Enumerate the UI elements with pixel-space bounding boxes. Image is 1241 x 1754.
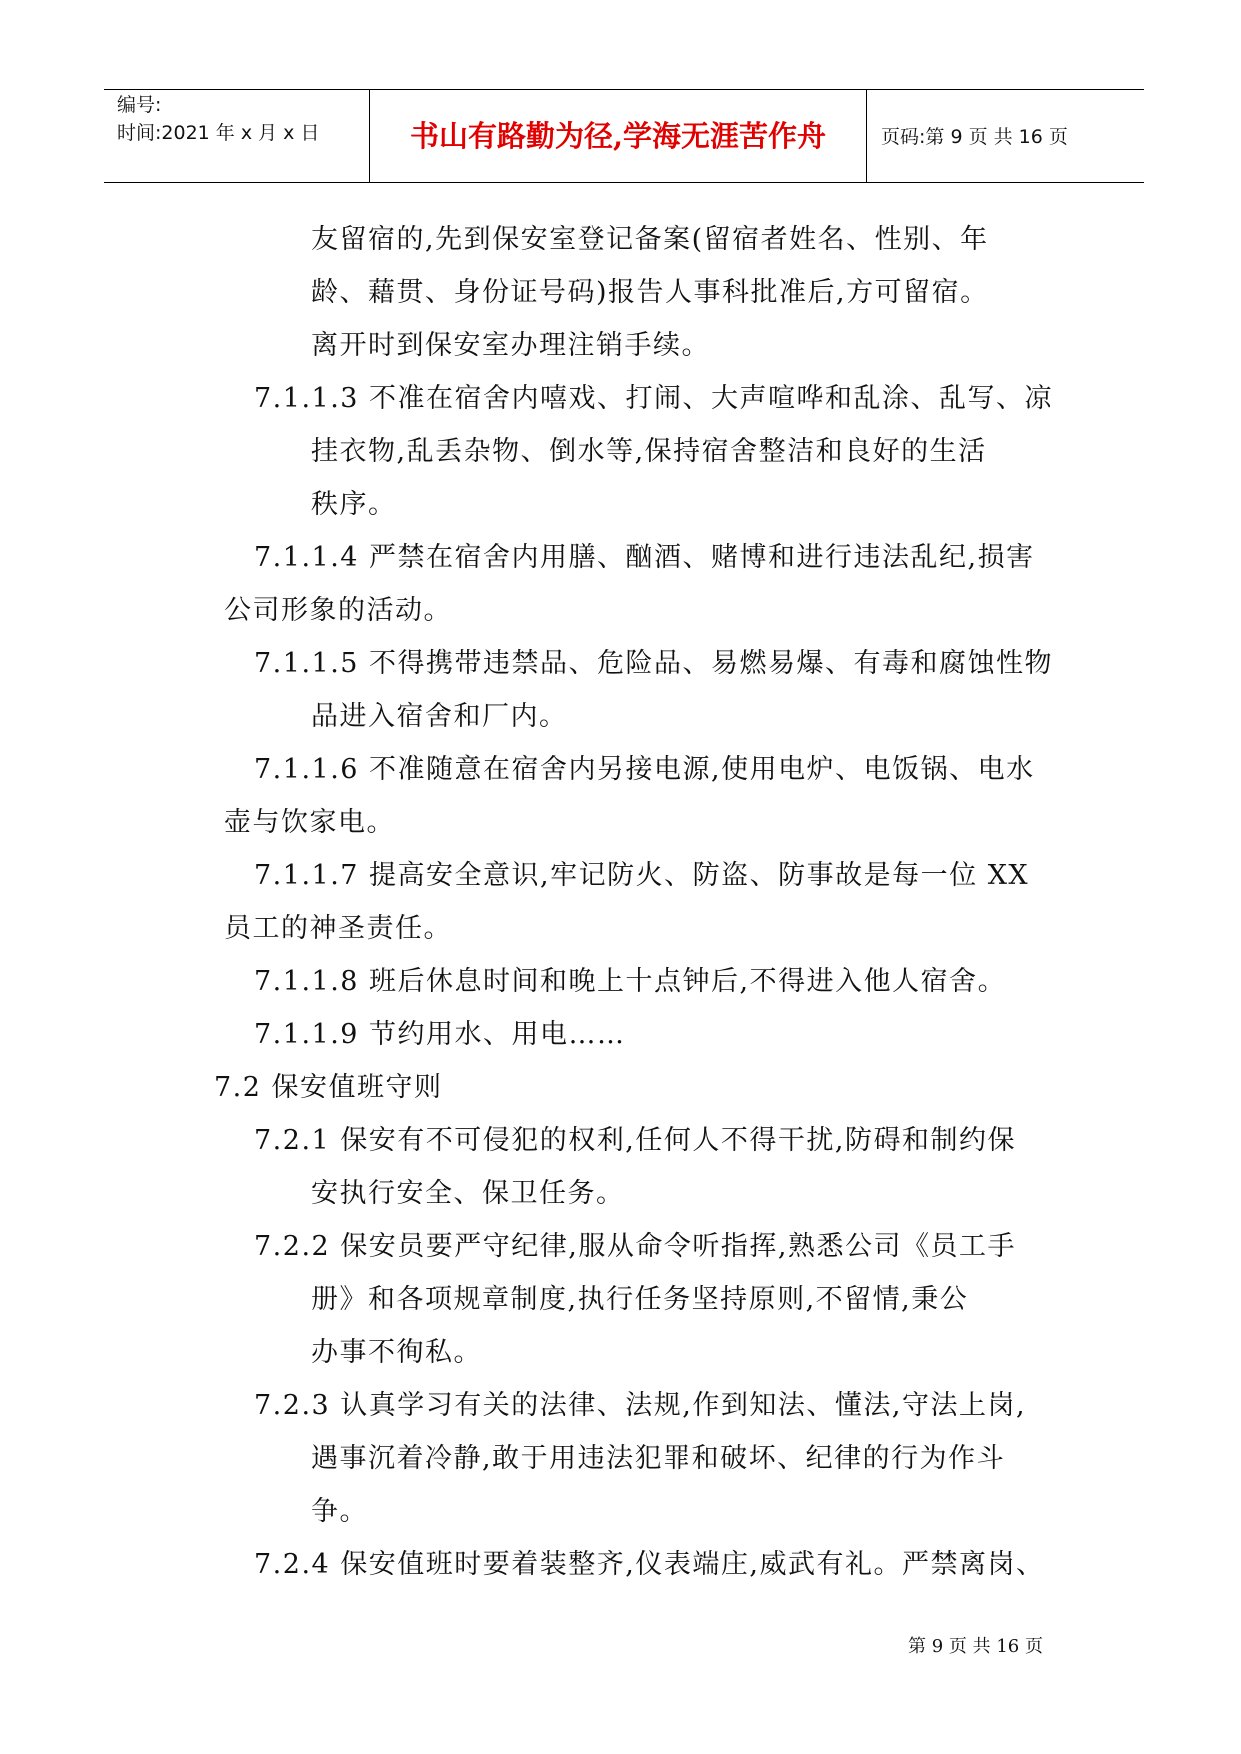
header-meta-cell: [104, 90, 370, 182]
header-page-number: 页码:第 9 页 共 16 页: [881, 126, 1068, 148]
body-line: 册》和各项规章制度,执行任务坚持原则,不留情,秉公: [311, 1284, 969, 1315]
body-line: 龄、藉贯、身份证号码)报告人事科批准后,方可留宿。: [311, 277, 989, 308]
document-header: [104, 89, 1144, 183]
body-line: 品进入宿舍和厂内。: [311, 701, 568, 732]
clause-7-2-2: 7.2.2 保安员要严守纪律,服从命令听指挥,熟悉公司《员工手: [254, 1231, 1016, 1262]
header-motto-cell: [370, 90, 867, 182]
clause-7-1-1-8: 7.1.1.8 班后休息时间和晚上十点钟后,不得进入他人宿舍。: [254, 966, 1007, 997]
body-line: 友留宿的,先到保安室登记备案(留宿者姓名、性别、年: [311, 224, 989, 255]
header-page-cell: [867, 90, 1144, 182]
body-line: 争。: [311, 1496, 368, 1527]
clause-7-1-1-3: 7.1.1.3 不准在宿舍内嘻戏、打闹、大声喧哗和乱涂、乱写、凉: [254, 383, 1054, 414]
clause-7-2-3: 7.2.3 认真学习有关的法律、法规,作到知法、懂法,守法上岗,: [254, 1390, 1027, 1421]
body-line: 办事不徇私。: [311, 1337, 482, 1368]
body-line: 离开时到保安室办理注销手续。: [311, 330, 710, 361]
body-line: 安执行安全、保卫任务。: [311, 1178, 625, 1209]
body-line: 遇事沉着冷静,敢于用违法犯罪和破坏、纪律的行为作斗: [311, 1443, 1006, 1474]
body-line: 秩序。: [311, 489, 397, 520]
clause-7-2-1: 7.2.1 保安有不可侵犯的权利,任何人不得干扰,防碍和制约保: [254, 1125, 1016, 1156]
clause-7-1-1-4: 7.1.1.4 严禁在宿舍内用膳、酗酒、赌博和进行违法乱纪,损害: [254, 542, 1035, 573]
body-line: 员工的神圣责任。: [224, 913, 452, 944]
clause-7-1-1-9: 7.1.1.9 节约用水、用电……: [254, 1019, 626, 1050]
header-motto: 书山有路勤为径,学海无涯苦作舟: [409, 119, 827, 153]
clause-7-1-1-5: 7.1.1.5 不得携带违禁品、危险品、易燃易爆、有毒和腐蚀性物: [254, 648, 1054, 679]
clause-7-1-1-7: 7.1.1.7 提高安全意识,牢记防火、防盗、防事故是每一位 XX: [254, 860, 1030, 891]
footer-page-number: 第 9 页 共 16 页: [908, 1636, 1043, 1657]
body-line: 壶与饮家电。: [224, 807, 395, 838]
clause-7-2-4: 7.2.4 保安值班时要着装整齐,仪表端庄,威武有礼。严禁离岗、: [254, 1549, 1045, 1580]
document-code-label: 编号:: [117, 94, 162, 116]
clause-7-1-1-6: 7.1.1.6 不准随意在宿舍内另接电源,使用电炉、电饭锅、电水: [254, 754, 1035, 785]
section-heading-7-2: 7.2 保安值班守则: [214, 1072, 443, 1103]
body-line: 公司形象的活动。: [224, 595, 452, 626]
document-time-label: 时间:2021 年 x 月 x 日: [117, 122, 320, 144]
body-line: 挂衣物,乱丢杂物、倒水等,保持宿舍整洁和良好的生活: [311, 436, 987, 467]
